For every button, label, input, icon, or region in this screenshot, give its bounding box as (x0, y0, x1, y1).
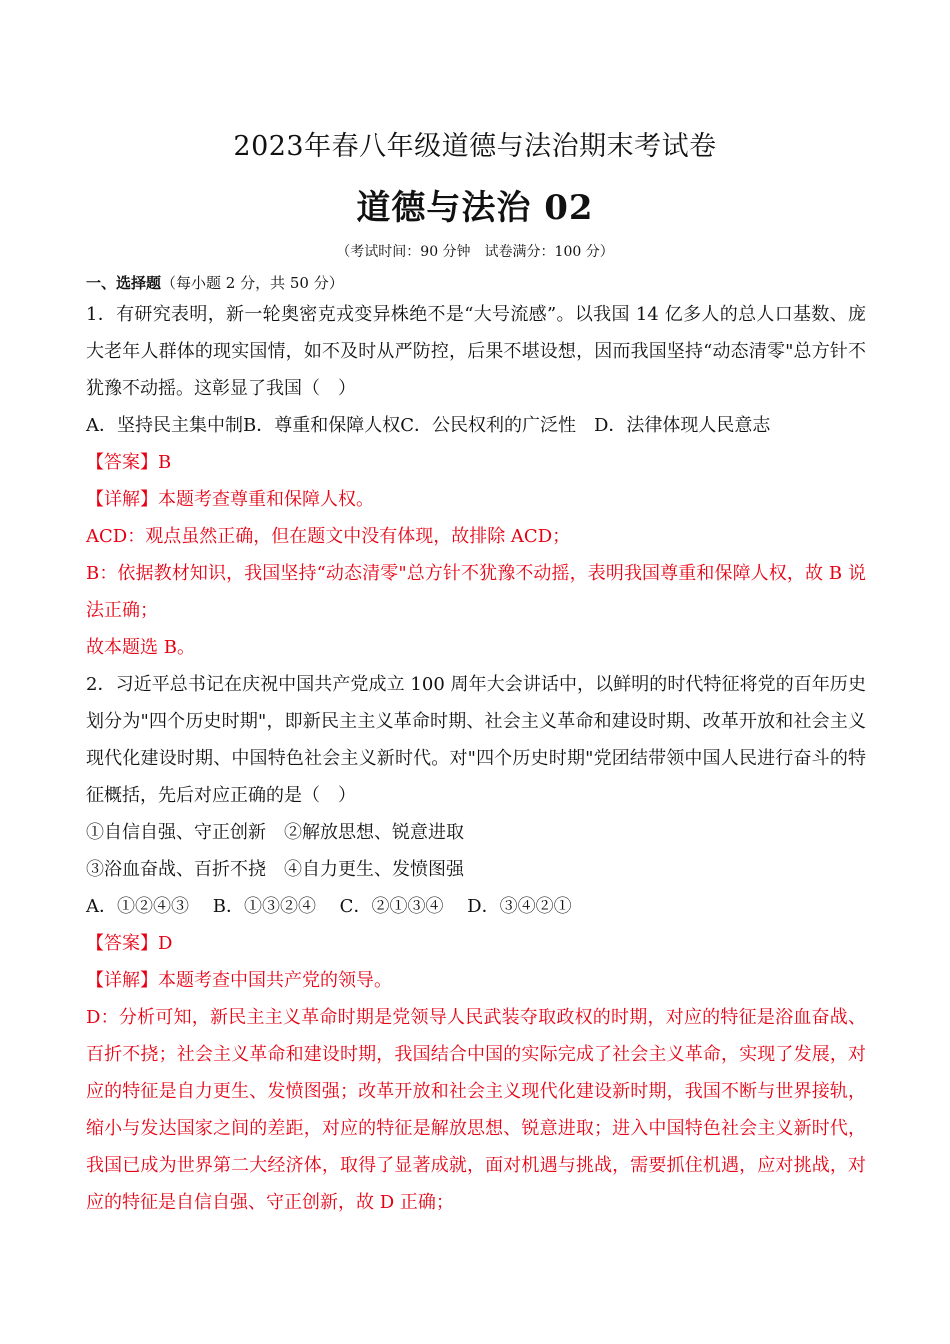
q2-answer: 【答案】D (86, 933, 173, 954)
section-note: （每小题 2 分，共 50 分） (161, 274, 344, 292)
q1-options: A．坚持民主集中制B．尊重和保障人权C．公民权利的广泛性 D．法律体现人民意志 (86, 415, 771, 436)
q1-analysis-2: B：依据教材知识，我国坚持“动态清零"总方针不犹豫不动摇，表明我国尊重和保障人权，故 B 说法正确； (86, 563, 866, 621)
q2-analysis: D：分析可知，新民主主义革命时期是党领导人民武装夺取政权的时期，对应的特征是浴血奋战、百折不挠；社会主义革命和建设时期，我国结合中国的实际完成了社会主义革命，实现了发展，对应的特征是自力更生、发愤图强；改革开放和社会主义现代化建设新时期，我国不断与世界接轨，缩小与发达国家之间的差距，对应的特征是解放思想、锐意进取；进入中国特色社会主义新时代，我国已成为世界第二大经济体，取得了显著成就，面对机遇与挑战，需要抓住机遇，应对挑战，对应的特征是自信自强、守正创新，故 D 正确； (86, 1007, 866, 1213)
q1-detail: 【详解】本题考查尊重和保障人权。 (86, 489, 374, 510)
exam-info: （考试时间：90 分钟 试卷满分：100 分） (336, 244, 614, 260)
q2-options: A．①②④③ B．①③②④ C．②①③④ D．③④②① (86, 896, 572, 917)
q2-items-1-2: ①自信自强、守正创新 ②解放思想、锐意进取 (86, 822, 464, 843)
section-heading (86, 272, 344, 293)
exam-title: 2023年春八年级道德与法治期末考试卷 (233, 131, 717, 162)
section-label: 一、选择题 (86, 274, 162, 292)
q2-items-3-4: ③浴血奋战、百折不挠 ④自力更生、发愤图强 (86, 859, 464, 880)
q2-stem: 2．习近平总书记在庆祝中国共产党成立 100 周年大会讲话中，以鲜明的时代特征将党的百年历史划分为"四个历史时期"，即新民主主义革命时期、社会主义革命和建设时期、改革开放和社会主义现代化建设时期、中国特色社会主义新时代。对"四个历史时期"党团结带领中国人民进行奋斗的特征概括，先后对应正确的是（ ） (86, 674, 866, 806)
q1-answer: 【答案】B (86, 452, 172, 473)
q1-stem: 1．有研究表明，新一轮奥密克戎变异株绝不是“大号流感”。以我国 14 亿多人的总人口基数、庞大老年人群体的现实国情，如不及时从严防控，后果不堪设想，因而我国坚持“动态清零"总方针不犹豫不动摇。这彰显了我国（ ） (86, 304, 866, 399)
q2-detail: 【详解】本题考查中国共产党的领导。 (86, 970, 392, 991)
q1-conclusion: 故本题选 B。 (86, 637, 195, 658)
question-content (86, 296, 866, 1221)
q1-analysis-1: ACD：观点虽然正确，但在题文中没有体现，故排除 ACD； (86, 526, 571, 547)
exam-subtitle: 道德与法治 02 (356, 188, 594, 228)
